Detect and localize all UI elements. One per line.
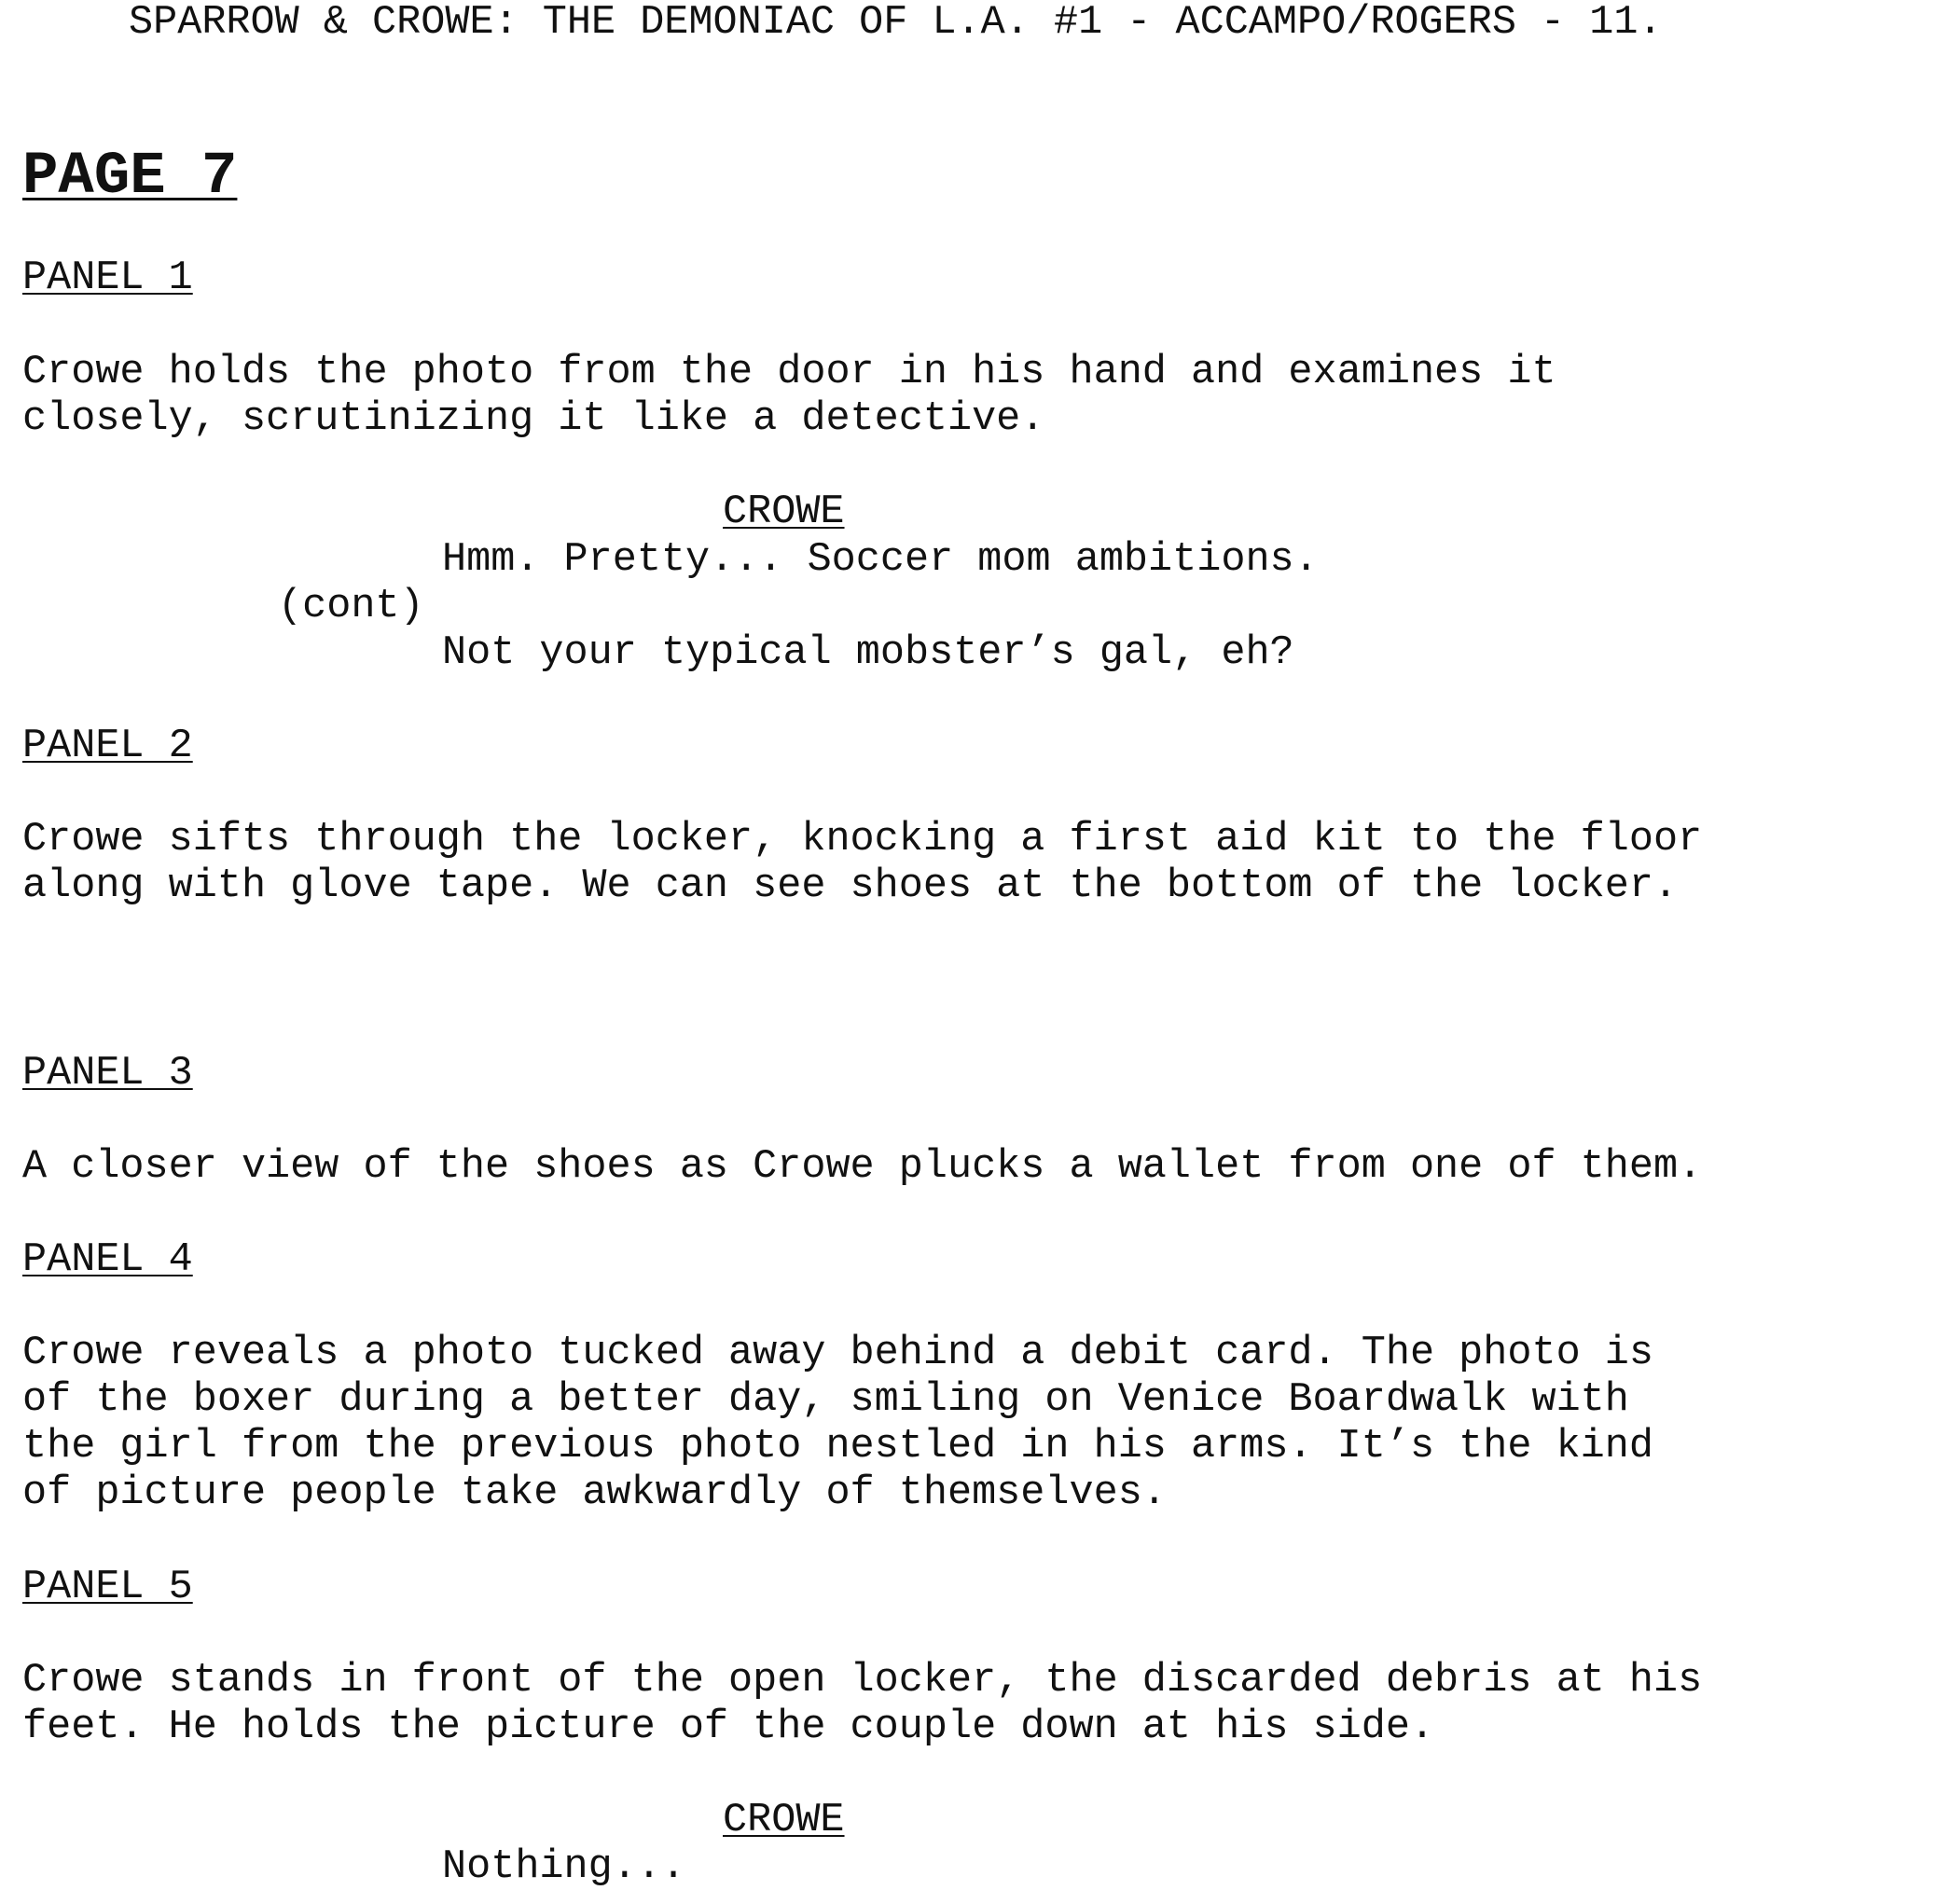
page-title: PAGE 7	[22, 144, 238, 211]
panel-4-label: PANEL 4	[22, 1237, 193, 1283]
panel-2-description-line-1: Crowe sifts through the locker, knocking a first aid kit to the floor	[22, 817, 1703, 862]
panel-5-label: PANEL 5	[22, 1565, 193, 1610]
panel-1-character-name: CROWE	[723, 490, 845, 535]
panel-1-description-line-2: closely, scrutinizing it like a detective.	[22, 396, 1045, 442]
panel-2-description-line-2: along with glove tape. We can see shoes at the bottom of the locker.	[22, 863, 1679, 909]
panel-5-description-line-2: feet. He holds the picture of the couple down at his side.	[22, 1704, 1435, 1750]
panel-1-label: PANEL 1	[22, 255, 193, 301]
panel-1-description-line-1: Crowe holds the photo from the door in his hand and examines it	[22, 350, 1556, 395]
panel-1-dialogue-line-2: Not your typical mobster’s gal, eh?	[442, 630, 1294, 676]
panel-4-description-line-4: of picture people take awkwardly of themselves.	[22, 1470, 1167, 1516]
page-header: SPARROW & CROWE: THE DEMONIAC OF L.A. #1 - ACCAMPO/ROGERS - 11.	[129, 0, 1663, 46]
panel-1-dialogue-line-1: Hmm. Pretty... Soccer mom ambitions.	[442, 537, 1319, 583]
panel-5-character-name: CROWE	[723, 1798, 845, 1843]
panel-3-description-line-1: A closer view of the shoes as Crowe plucks a wallet from one of them.	[22, 1144, 1703, 1190]
panel-3-label: PANEL 3	[22, 1051, 193, 1097]
panel-2-label: PANEL 2	[22, 724, 193, 769]
panel-5-description-line-1: Crowe stands in front of the open locker, the discarded debris at his	[22, 1658, 1703, 1704]
panel-4-description-line-2: of the boxer during a better day, smiling on Venice Boardwalk with	[22, 1377, 1629, 1423]
panel-5-dialogue-line-1: Nothing...	[442, 1844, 686, 1890]
panel-1-parenthetical: (cont)	[278, 584, 424, 629]
panel-4-description-line-3: the girl from the previous photo nestled in his arms. It’s the kind	[22, 1424, 1653, 1469]
panel-4-description-line-1: Crowe reveals a photo tucked away behind a debit card. The photo is	[22, 1331, 1653, 1376]
